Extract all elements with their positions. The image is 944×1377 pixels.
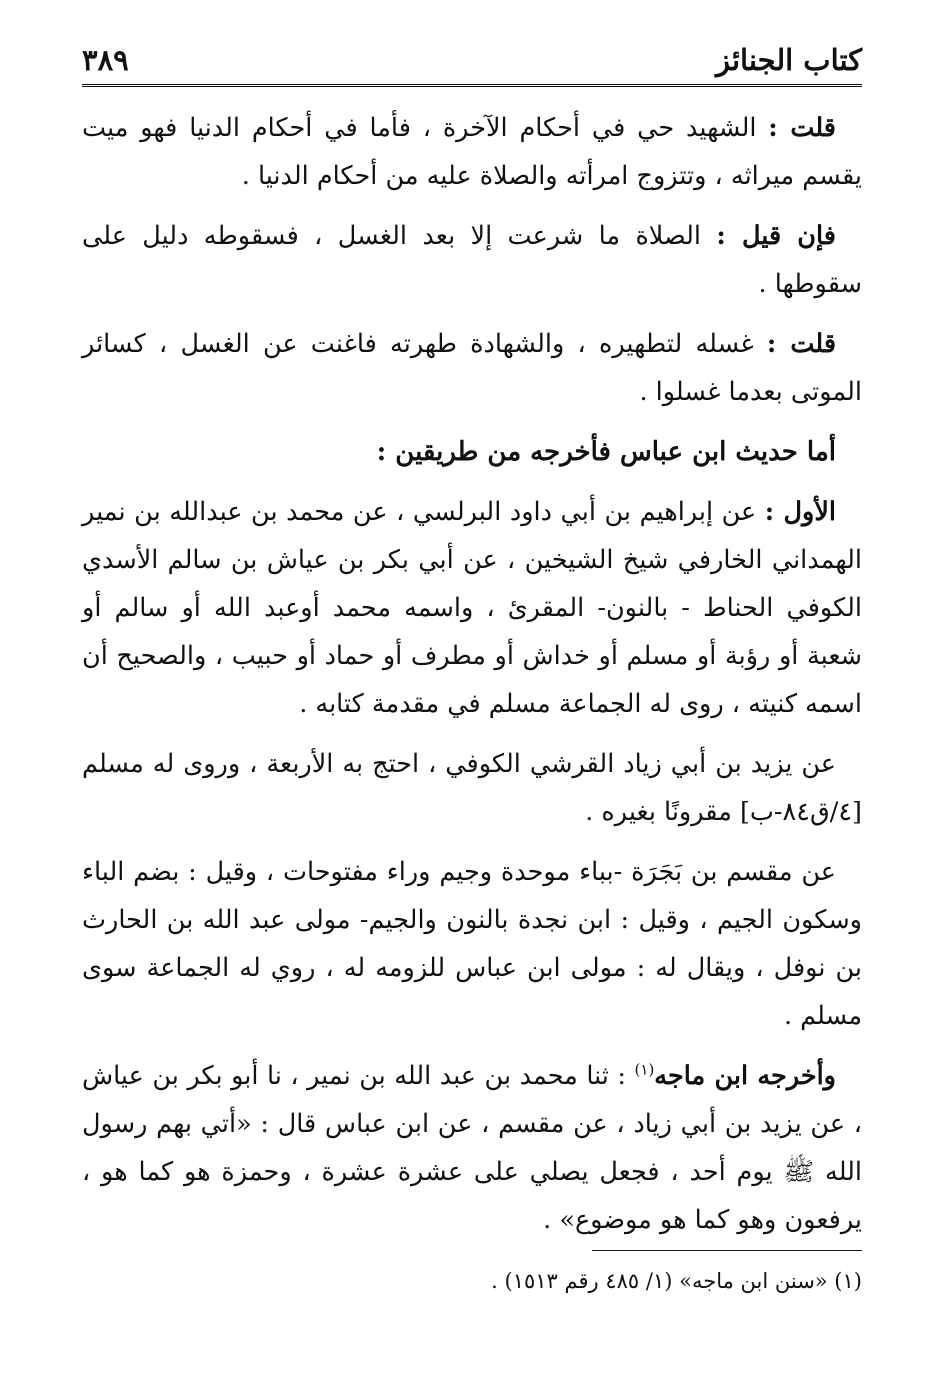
paragraph-lead: وأخرجه ابن ماجه [654, 1061, 836, 1091]
book-title: كتاب الجنائز [715, 43, 862, 77]
paragraph [82, 104, 862, 200]
paragraph-lead: فإن قيل : [716, 221, 836, 251]
page-header [82, 36, 862, 87]
paragraph-lead: قلت : [766, 329, 837, 359]
section-heading [82, 428, 862, 476]
page-number: ٣٨٩ [82, 43, 129, 77]
paragraph-text: عن مقسم بن بَجَرَة -بباء موحدة وجيم وراء مفتوحات ، وقيل : بضم الباء وسكون الجيم ، وقيل : ابن نجدة بالنون والجيم- مولى عبد الله بن الحارث بن نوفل ، ويقال له : مولى ابن عباس للزومه له ، روي له الجماعة سوى مسلم . [82, 857, 862, 1031]
page-body [82, 104, 862, 1256]
section-heading-text: أما حديث ابن عباس فأخرجه من طريقين : [376, 437, 836, 467]
paragraph-text: عن يزيد بن أبي زياد القرشي الكوفي ، احتج به الأربعة ، وروى له مسلم [٤/ق٨٤-ب] مقرونًا بغيره . [82, 749, 862, 827]
paragraph-text: : ثنا محمد بن عبد الله بن نمير ، نا أبو بكر بن عياش ، عن يزيد بن أبي زياد ، عن مقسم ، عن ابن عباس قال : «أتي بهم رسول الله ﷺ يوم أحد ، فجعل يصلي على عشرة عشرة ، وحمزة هو كما هو ، يرفعون وهو كما هو موضوع» . [82, 1061, 862, 1235]
footnote-reference[interactable]: (١) [634, 1060, 655, 1079]
paragraph-lead: الأول : [764, 497, 836, 527]
paragraph-text: الشهيد حي في أحكام الآخرة ، فأما في أحكام الدنيا فهو ميت يقسم ميراثه ، وتتزوج امرأته والصلاة عليه من أحكام الدنيا . [82, 113, 862, 191]
paragraph-lead: قلت : [768, 113, 836, 143]
paragraph [82, 848, 862, 1040]
paragraph [82, 320, 862, 416]
paragraph-text: غسله لتطهيره ، والشهادة طهرته فاغنت عن الغسل ، كسائر الموتى بعدما غسلوا . [82, 329, 862, 407]
paragraph-text: الصلاة ما شرعت إلا بعد الغسل ، فسقوطه دليل على سقوطها . [82, 221, 862, 299]
paragraph [82, 212, 862, 308]
paragraph [82, 740, 862, 836]
paragraph-text: عن إبراهيم بن أبي داود البرلسي ، عن محمد بن عبدالله بن نمير الهمداني الخارفي شيخ الشيخين ، عن أبي بكر بن عياش بن سالم الأسدي الكوفي الحناط - بالنون- المقرئ ، واسمه محمد أوعبد الله أو سالم أو شعبة أو رؤبة أو مسلم أو خداش أو مطرف أو حماد أو حبيب ، والصحيح أن اسمه كنيته ، روى له الجماعة مسلم في مقدمة كتابه . [82, 497, 862, 719]
footnote: (١) «سنن ابن ماجه» (١/ ٤٨٥ رقم ١٥١٣) . [491, 1269, 862, 1293]
footnote-divider [592, 1250, 862, 1251]
paragraph [82, 488, 862, 728]
paragraph [82, 1052, 862, 1244]
